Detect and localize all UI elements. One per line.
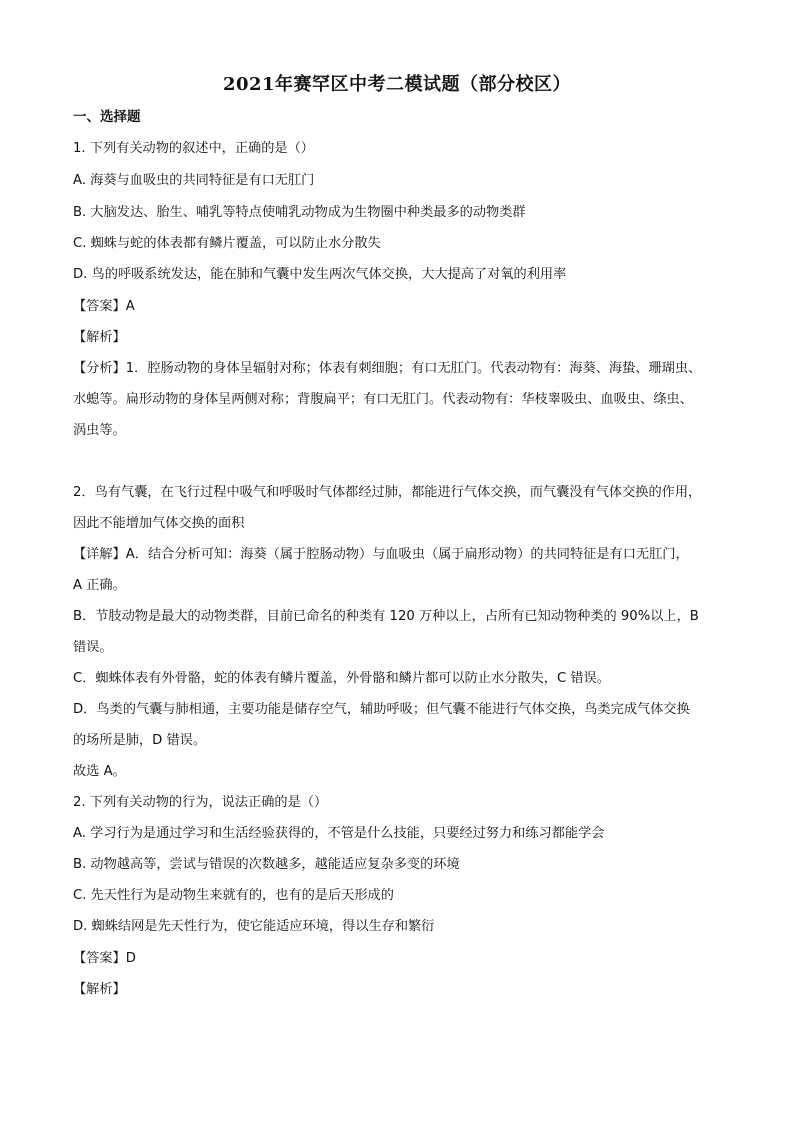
detail-line: A 正确。 (73, 578, 126, 593)
question-2-stem: 2. 下列有关动物的行为，说法正确的是（） (73, 795, 328, 810)
detail-line: D．鸟类的气囊与肺相通，主要功能是储存空气，辅助呼吸；但气囊不能进行气体交换，鸟类完成气体交换 (73, 702, 690, 717)
question-2-option-d: D. 蜘蛛结网是先天性行为，使它能适应环境，得以生存和繁衍 (73, 919, 435, 934)
question-1-analysis-label: 【解析】 (73, 330, 126, 345)
question-2-option-a: A. 学习行为是通过学习和生活经验获得的，不管是什么技能，只要经过努力和练习都能学会 (73, 826, 605, 841)
analysis-line: 水螅等。扁形动物的身体呈两侧对称；背腹扁平；有口无肛门。代表动物有：华枝睾吸虫、血吸虫、绦虫、 (73, 392, 693, 407)
question-2-option-c: C. 先天性行为是动物生来就有的，也有的是后天形成的 (73, 888, 394, 903)
detail-line: 的场所是肺，D 错误。 (73, 733, 207, 748)
analysis-line: 2．鸟有气囊，在飞行过程中吸气和呼吸时气体都经过肺，都能进行气体交换，而气囊没有气体交换的作用， (73, 485, 702, 500)
detail-line: 错误。 (73, 640, 113, 655)
question-1-conclusion: 故选 A。 (73, 764, 126, 779)
question-1-option-a: A. 海葵与血吸虫的共同特征是有口无肛门 (73, 173, 315, 188)
question-1-option-c: C. 蜘蛛与蛇的体表都有鳞片覆盖，可以防止水分散失 (73, 236, 381, 251)
question-2-analysis-label: 【解析】 (73, 982, 126, 997)
section-heading: 一、选择题 (73, 109, 141, 125)
question-1-answer: 【答案】A (73, 299, 135, 314)
question-2-answer: 【答案】D (73, 951, 136, 966)
analysis-line: 涡虫等。 (73, 423, 126, 438)
analysis-line: 因此不能增加气体交换的面积 (73, 516, 245, 531)
question-2-option-b: B. 动物越高等，尝试与错误的次数越多，越能适应复杂多变的环境 (73, 857, 460, 872)
detail-line: B．节肢动物是最大的动物类群，目前已命名的种类有 120 万种以上，占所有已知动物种类的 90%以上，B (73, 609, 699, 624)
question-1-stem: 1. 下列有关动物的叙述中，正确的是（） (73, 141, 314, 156)
question-1-option-b: B. 大脑发达、胎生、哺乳等特点使哺乳动物成为生物圈中种类最多的动物类群 (73, 205, 526, 220)
detail-line: C．蜘蛛体表有外骨骼，蛇的体表有鳞片覆盖，外骨骼和鳞片都可以防止水分散失，C 错误。 (73, 671, 610, 686)
analysis-line: 【分析】1．腔肠动物的身体呈辐射对称；体表有刺细胞；有口无肛门。代表动物有：海葵、海蛰、珊瑚虫、 (73, 361, 702, 376)
question-1-option-d: D. 鸟的呼吸系统发达，能在肺和气囊中发生两次气体交换，大大提高了对氧的利用率 (73, 267, 567, 282)
page-title: 2021年赛罕区中考二模试题（部分校区） (222, 74, 572, 95)
detail-line: 【详解】A．结合分析可知：海葵（属于腔肠动物）与血吸虫（属于扁形动物）的共同特征是有口无肛门， (73, 547, 689, 562)
